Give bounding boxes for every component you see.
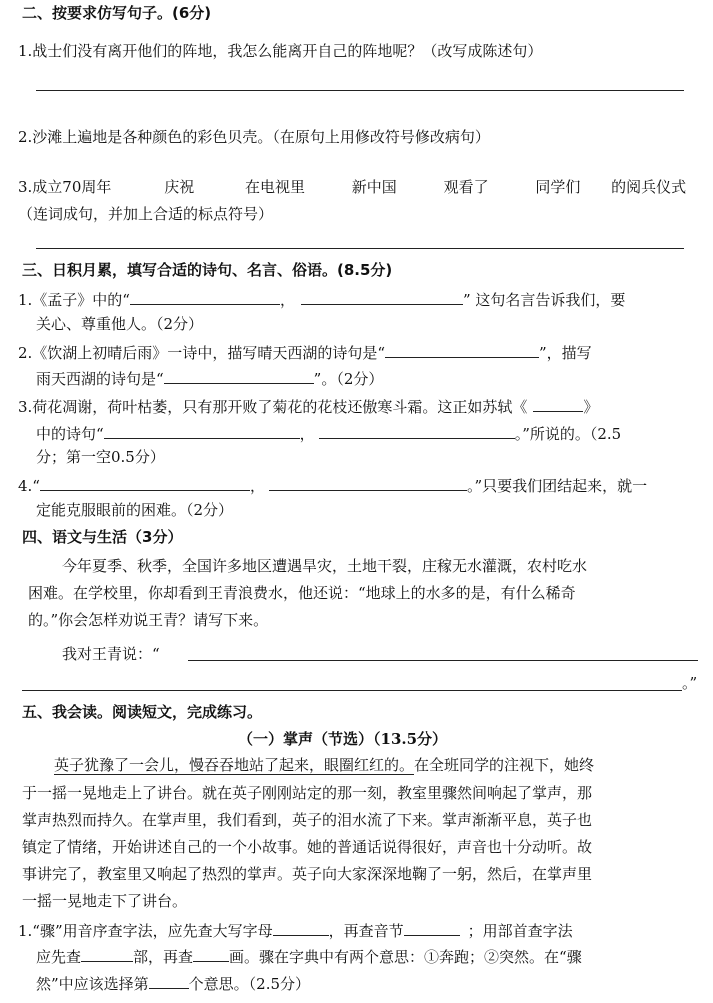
word-1: 3.成立70周年: [18, 178, 112, 196]
s3-question-4: 4.“ ， 。”只要我们团结起来，就一: [18, 477, 648, 495]
blank[interactable]: [81, 947, 133, 962]
word-2: 庆祝: [164, 178, 195, 196]
s3-question-1-cont: 关心、尊重他人。（2分）: [36, 315, 204, 333]
s3-question-2-cont: 雨天西湖的诗句是“ ”。（2分）: [36, 370, 384, 388]
section-2-title: 二、按要求仿写句子。(6分): [22, 4, 212, 22]
s3-question-3: 3.荷花凋谢，荷叶枯萎，只有那开败了菊花的花枝还傲寒斗霜。这正如苏轼《 》: [18, 398, 599, 416]
blank[interactable]: [385, 343, 539, 358]
word-5: 观看了: [443, 178, 489, 196]
passage-line-3: 掌声热烈而持久。在掌声里，我们看到，英子的泪水流了下来。掌声渐渐平息，英子也: [22, 811, 593, 829]
s2-answer-line-1[interactable]: [36, 90, 684, 91]
s3-question-4-cont: 定能克服眼前的困难。（2分）: [36, 501, 234, 519]
s5-question-1-cont: 应先查 部，再查 画。骤在字典中有两个意思：①奔跑；②突然。在“骤: [36, 948, 582, 966]
blank[interactable]: [319, 424, 515, 439]
s4-para-line-1: 今年夏季、秋季，全国许多地区遭遇旱灾，土地干裂，庄稼无水灌溉，农村吃水: [62, 557, 588, 575]
blank[interactable]: [269, 476, 467, 491]
section-3-title: 三、日积月累，填写合适的诗句、名言、俗语。(8.5分): [22, 261, 393, 279]
word-7: 的阅兵仪式: [611, 178, 687, 196]
s2-question-3-words: [18, 180, 686, 195]
passage-line-6: 一摇一晃地走下了讲台。: [22, 892, 188, 910]
s3-question-2: 2.《饮湖上初晴后雨》一诗中，描写晴天西湖的诗句是“ ”，描写: [18, 344, 592, 362]
section-4-title: 四、语文与生活（3分）: [22, 528, 183, 546]
blank[interactable]: [404, 921, 460, 936]
blank[interactable]: [193, 947, 229, 962]
s4-answer-prefix: 我对王青说：“: [62, 645, 160, 663]
blank[interactable]: [301, 290, 463, 305]
s2-question-3-note: （连词成句，并加上合适的标点符号）: [18, 205, 274, 223]
s5-question-1: 1.“骤”用音序查字法，应先查大写字母 ，再查音节 ；用部首查字法: [18, 922, 573, 940]
s4-para-line-2: 困难。在学校里，你却看到王青浪费水，他还说：“地球上的水多的是，有什么稀奇: [28, 584, 576, 602]
passage-line-1: 英子犹豫了一会儿，慢吞吞地站了起来，眼圈红红的。在全班同学的注视下，她终: [54, 756, 595, 774]
passage-line-2: 于一摇一晃地走上了讲台。就在英子刚刚站定的那一刻，教室里骤然间响起了掌声，那: [22, 784, 593, 802]
s2-question-2: 2.沙滩上遍地是各种颜色的彩色贝壳。（在原句上用修改符号修改病句）: [18, 128, 490, 146]
s4-answer-line-2[interactable]: [22, 690, 682, 691]
s4-para-line-3: 的。”你会怎样劝说王青？请写下来。: [28, 611, 269, 629]
s3-question-3-cont2: 分；第一空0.5分）: [36, 448, 165, 466]
s2-answer-line-3[interactable]: [36, 248, 684, 249]
word-6: 同学们: [535, 178, 581, 196]
underlined-sentence: 英子犹豫了一会儿，慢吞吞地站了起来，眼圈红红的。: [54, 756, 415, 774]
blank[interactable]: [130, 290, 280, 305]
blank[interactable]: [40, 476, 250, 491]
s4-answer-end: 。”: [682, 674, 698, 692]
s4-answer-line-1[interactable]: [188, 660, 698, 661]
section-5-title: 五、我会读。阅读短文，完成练习。: [22, 703, 263, 721]
passage-title: （一）掌声（节选）（13.5分）: [238, 730, 448, 748]
s5-question-1-cont2: 然”中应该选择第 个意思。（2.5分）: [36, 975, 311, 993]
s3-question-1: 1.《孟子》中的“ ， ” 这句名言告诉我们，要: [18, 291, 626, 309]
word-4: 新中国: [351, 178, 397, 196]
s2-question-1: 1.战士们没有离开他们的阵地，我怎么能离开自己的阵地呢？（改写成陈述句）: [18, 42, 543, 60]
passage-line-5: 事讲完了，教室里又响起了热烈的掌声。英子向大家深深地鞠了一躬，然后，在掌声里: [22, 865, 593, 883]
blank[interactable]: [104, 424, 300, 439]
s3-question-3-cont: 中的诗句“ ， 。”所说的。（2.5: [36, 425, 622, 443]
blank[interactable]: [164, 369, 314, 384]
word-3: 在电视里: [244, 178, 305, 196]
passage-line-4: 镇定了情绪，开始讲述自己的一个小故事。她的普通话说得很好，声音也十分动听。故: [22, 838, 593, 856]
blank[interactable]: [533, 397, 583, 412]
blank[interactable]: [149, 974, 189, 989]
blank[interactable]: [273, 921, 329, 936]
